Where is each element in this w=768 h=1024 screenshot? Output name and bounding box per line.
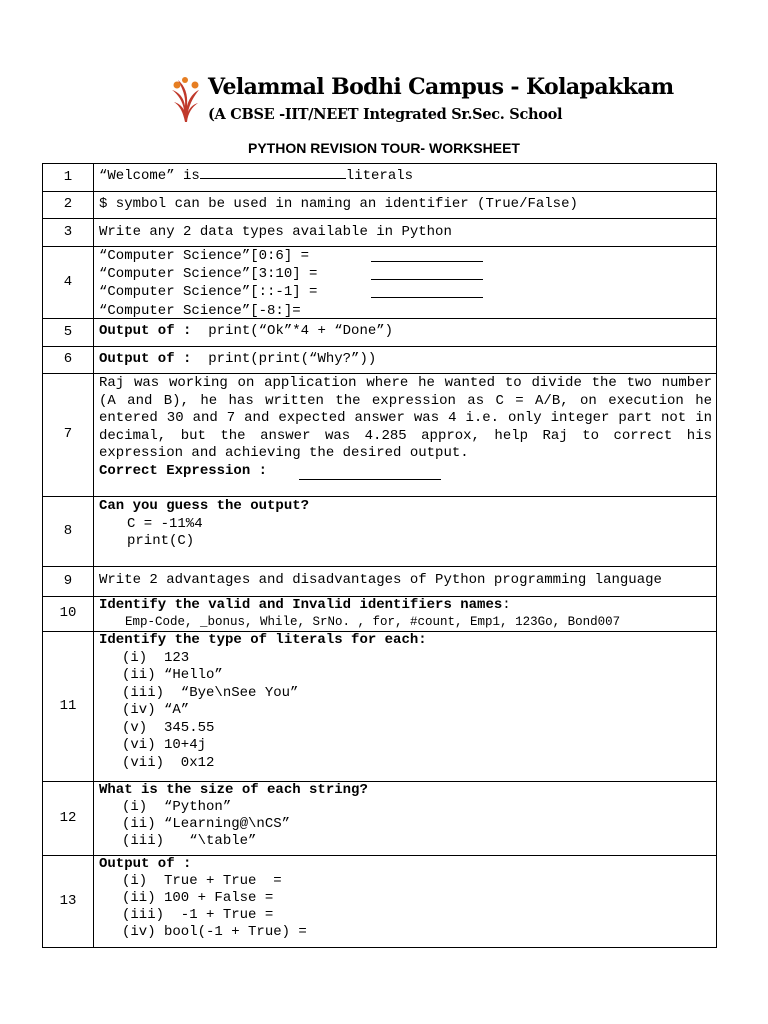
question-label: Output of : <box>99 351 192 367</box>
question-number: 3 <box>43 219 94 246</box>
question-number: 5 <box>43 319 94 346</box>
question-text-part: “Welcome” is <box>99 168 200 184</box>
question-row-4 <box>42 246 717 319</box>
worksheet-title: PYTHON REVISION TOUR- WORKSHEET <box>248 140 520 156</box>
question-text: Write any 2 data types available in Python <box>99 224 452 240</box>
question-label: Correct Expression : <box>99 463 268 479</box>
question-number: 1 <box>43 164 94 191</box>
question-number: 10 <box>43 597 94 631</box>
question-text-part: literals <box>345 168 414 184</box>
correct-expression <box>99 463 712 481</box>
question-lines <box>99 597 712 630</box>
question-number: 2 <box>43 192 94 218</box>
slice-expression <box>99 247 712 265</box>
question-text: Write 2 advantages and disadvantages of Python programming language <box>99 572 662 588</box>
question-row-6 <box>42 346 717 374</box>
list-item: (ii) “Learning@\nCS” <box>122 816 291 832</box>
school-name: Velammal Bodhi Campus - Kolapakkam <box>208 74 674 100</box>
question-row-8 <box>42 496 717 567</box>
question-number: 4 <box>43 247 94 318</box>
question-number: 12 <box>43 782 94 855</box>
answer-blank[interactable] <box>200 178 346 179</box>
slice-expression <box>99 265 712 283</box>
question-number: 13 <box>43 856 94 947</box>
answer-blank[interactable] <box>371 279 483 280</box>
question-title: Identify the type of literals for each: <box>99 632 427 648</box>
question-row-2 <box>42 191 717 219</box>
question-text <box>99 323 712 341</box>
question-lines <box>99 856 712 941</box>
question-title: Output of : <box>99 856 192 872</box>
school-logo-icon <box>168 76 202 124</box>
question-row-1 <box>42 163 717 192</box>
slice-text: “Computer Science”[3:10] = <box>99 266 318 283</box>
identifier-list: Emp-Code, _bonus, While, SrNo. , for, #count, Emp1, 123Go, Bond007 <box>125 614 621 629</box>
question-paragraph <box>99 375 712 463</box>
slice-text: “Computer Science”[0:6] = <box>99 248 310 264</box>
question-row-3 <box>42 218 717 247</box>
code-snippet: print(print(“Why?”)) <box>208 351 377 367</box>
question-lines <box>99 247 712 320</box>
code-line: C = -11%4 <box>127 515 203 532</box>
question-row-9 <box>42 566 717 597</box>
question-row-7 <box>42 373 717 497</box>
question-number: 6 <box>43 347 94 373</box>
question-row-10 <box>42 596 717 632</box>
code-snippet: print(“Ok”*4 + “Done”) <box>208 323 394 339</box>
answer-blank[interactable] <box>371 297 483 298</box>
list-item: (i) True + True = <box>122 873 282 889</box>
question-title: Can you guess the output? <box>99 498 310 514</box>
slice-expression <box>99 283 712 301</box>
list-item: (iii) “\table” <box>122 833 257 849</box>
list-item: (iii) “Bye\nSee You” <box>122 684 299 701</box>
question-lines <box>99 632 712 772</box>
school-subtitle: (A CBSE -IIT/NEET Integrated Sr.Sec. School <box>208 106 563 123</box>
question-title: Identify the valid and Invalid identifiers names <box>99 597 503 613</box>
question-number: 8 <box>43 497 94 566</box>
answer-blank[interactable] <box>371 261 483 262</box>
question-row-12 <box>42 781 717 856</box>
question-text: $ symbol can be used in naming an identifier (True/False) <box>99 196 578 212</box>
question-text <box>99 351 712 369</box>
question-lines <box>99 498 712 551</box>
question-row-13 <box>42 855 717 948</box>
question-text: Raj was working on application where he wanted to divide the two number (A and B), he has written the expression as C = A/B, on execution he entered 30 and 7 and expected answer was 4 i.e. only integer part not in decimal, but the answer was 4.285 approx, help Raj to correct his expression and achieving the desired output. <box>99 375 712 462</box>
answer-blank[interactable] <box>299 479 441 480</box>
question-title: What is the size of each string? <box>99 782 368 798</box>
question-number: 7 <box>43 374 94 496</box>
question-number: 11 <box>43 632 94 781</box>
slice-text: “Computer Science”[-8:]= <box>99 302 301 319</box>
question-row-11 <box>42 631 717 782</box>
list-item: (ii) 100 + False = <box>122 890 274 906</box>
question-row-5 <box>42 318 717 347</box>
list-item: (vi) 10+4j <box>122 737 207 753</box>
code-line: print(C) <box>127 533 195 549</box>
list-item: (iii) -1 + True = <box>122 907 274 923</box>
question-text <box>99 168 712 186</box>
list-item: (iv) bool(-1 + True) = <box>122 924 307 940</box>
list-item: (iv) “A” <box>122 702 190 718</box>
question-label: Output of : <box>99 323 192 339</box>
question-title-colon: : <box>502 597 511 613</box>
list-item: (i) “Python” <box>122 799 232 815</box>
list-item: (ii) “Hello” <box>122 667 223 683</box>
list-item: (i) 123 <box>122 649 190 666</box>
list-item: (v) 345.55 <box>122 719 215 736</box>
slice-text: “Computer Science”[::-1] = <box>99 284 318 301</box>
list-item: (vii) 0x12 <box>122 754 215 771</box>
question-number: 9 <box>43 567 94 596</box>
question-lines <box>99 782 712 850</box>
